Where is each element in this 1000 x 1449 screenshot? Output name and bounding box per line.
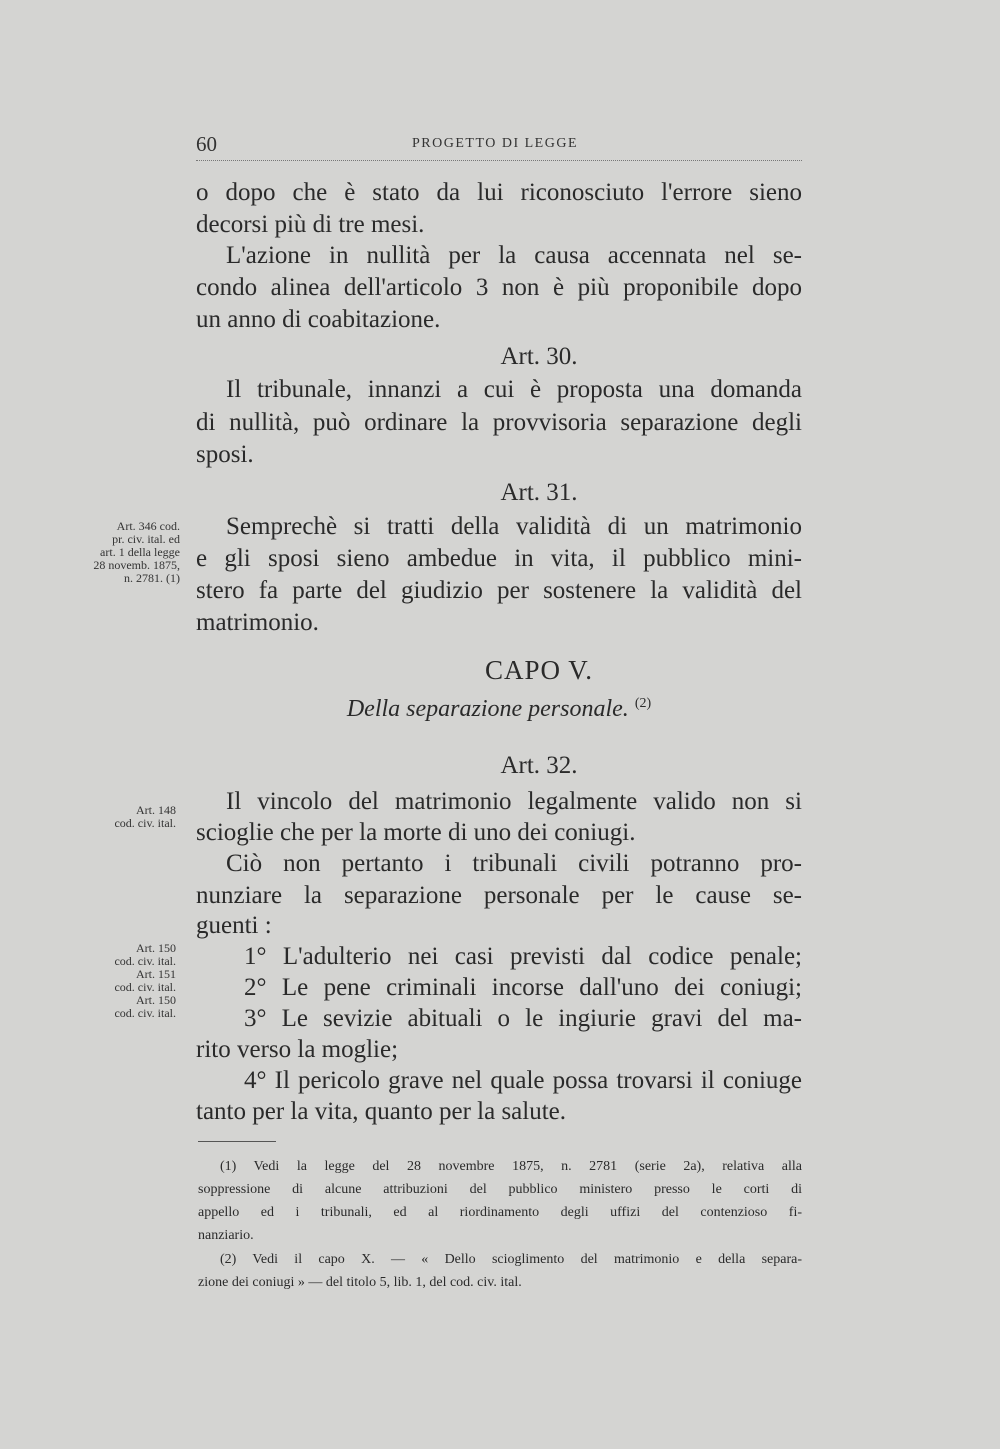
footnote-line: soppressione di alcune attribuzioni del pubblico ministero presso le corti di — [198, 1182, 802, 1197]
margin-note-line: cod. civ. ital. — [114, 1006, 176, 1020]
text-line: matrimonio. — [196, 609, 319, 636]
text-line: o dopo che è stato da lui riconosciuto l'errore sieno — [196, 179, 802, 206]
text-line: di nullità, può ordinare la provvisoria separazione degli — [196, 409, 802, 436]
margin-note-line: pr. civ. ital. ed — [112, 532, 180, 546]
footnote-line: zione dei coniugi » — del titolo 5, lib. 1, del cod. civ. ital. — [198, 1275, 522, 1290]
footnote-rule — [198, 1141, 276, 1142]
text-line: sposi. — [196, 441, 254, 468]
footnote-line: appello ed i tribunali, ed al riordinamento degli uffizi del contenzioso fi- — [198, 1205, 802, 1220]
text-line: L'azione in nullità per la causa accennata nel se- — [226, 242, 802, 269]
margin-note — [70, 520, 180, 585]
footnote-line: nanziario. — [198, 1228, 254, 1243]
margin-note-line: 28 novemb. 1875, — [93, 558, 180, 572]
list-item: rito verso la moglie; — [196, 1036, 399, 1063]
footnote-line: (2) Vedi il capo X. — « Dello scioglimento del matrimonio e della separa- — [220, 1252, 802, 1267]
margin-note — [66, 804, 176, 830]
chapter-subtitle-text: Della separazione personale. — [346, 696, 629, 722]
page-number: 60 — [196, 132, 217, 156]
list-item: tanto per la vita, quanto per la salute. — [196, 1098, 567, 1125]
page-header — [196, 132, 802, 162]
chapter-title: CAPO V. — [484, 655, 594, 685]
text-line: condo alinea dell'articolo 3 non è più proponibile dopo — [196, 274, 802, 301]
footnote-reference: (2) — [634, 696, 652, 711]
running-head: PROGETTO DI LEGGE — [412, 136, 579, 151]
chapter-subtitle — [196, 696, 802, 723]
article-heading: Art. 30. — [500, 343, 578, 370]
text-line: scioglie che per la morte di uno dei coniugi. — [196, 819, 636, 846]
margin-note-line: Art. 150 — [136, 993, 176, 1007]
text-line: Il vincolo del matrimonio legalmente valido non si — [226, 788, 802, 815]
article-heading: Art. 31. — [500, 479, 578, 506]
text-line: un anno di coabitazione. — [196, 306, 441, 333]
margin-note-line: Art. 148 — [136, 803, 176, 817]
margin-note-line: cod. civ. ital. — [114, 816, 176, 830]
footnote-line: (1) Vedi la legge del 28 novembre 1875, n. 2781 (serie 2a), relativa alla — [220, 1159, 802, 1174]
list-item: 4° Il pericolo grave nel quale possa trovarsi il coniuge — [244, 1067, 802, 1094]
margin-note-line: Art. 346 cod. — [116, 519, 180, 533]
article-heading: Art. 32. — [500, 752, 578, 779]
margin-note-line: Art. 150 — [136, 941, 176, 955]
text-line: stero fa parte del giudizio per sostenere la validità del — [196, 577, 802, 604]
text-line: guenti : — [196, 912, 272, 939]
text-line: Il tribunale, innanzi a cui è proposta una domanda — [226, 376, 802, 403]
margin-note-line: Art. 151 — [136, 967, 176, 981]
text-line: Semprechè si tratti della validità di un matrimonio — [226, 513, 802, 540]
text-line: nunziare la separazione personale per le cause se- — [196, 882, 802, 909]
list-item: 3° Le sevizie abituali o le ingiurie gravi del ma- — [244, 1005, 802, 1032]
list-item: 2° Le pene criminali incorse dall'uno dei coniugi; — [244, 974, 802, 1001]
header-rule — [196, 160, 802, 161]
text-line: Ciò non pertanto i tribunali civili potranno pro- — [226, 850, 802, 877]
text-line: e gli sposi sieno ambedue in vita, il pubblico mini- — [196, 545, 802, 572]
margin-note-line: art. 1 della legge — [100, 545, 180, 559]
list-item: 1° L'adulterio nei casi previsti dal codice penale; — [244, 943, 802, 970]
text-line: decorsi più di tre mesi. — [196, 211, 425, 238]
margin-note — [66, 942, 176, 1020]
margin-note-line: n. 2781. (1) — [124, 571, 180, 585]
margin-note-line: cod. civ. ital. — [114, 980, 176, 994]
margin-note-line: cod. civ. ital. — [114, 954, 176, 968]
